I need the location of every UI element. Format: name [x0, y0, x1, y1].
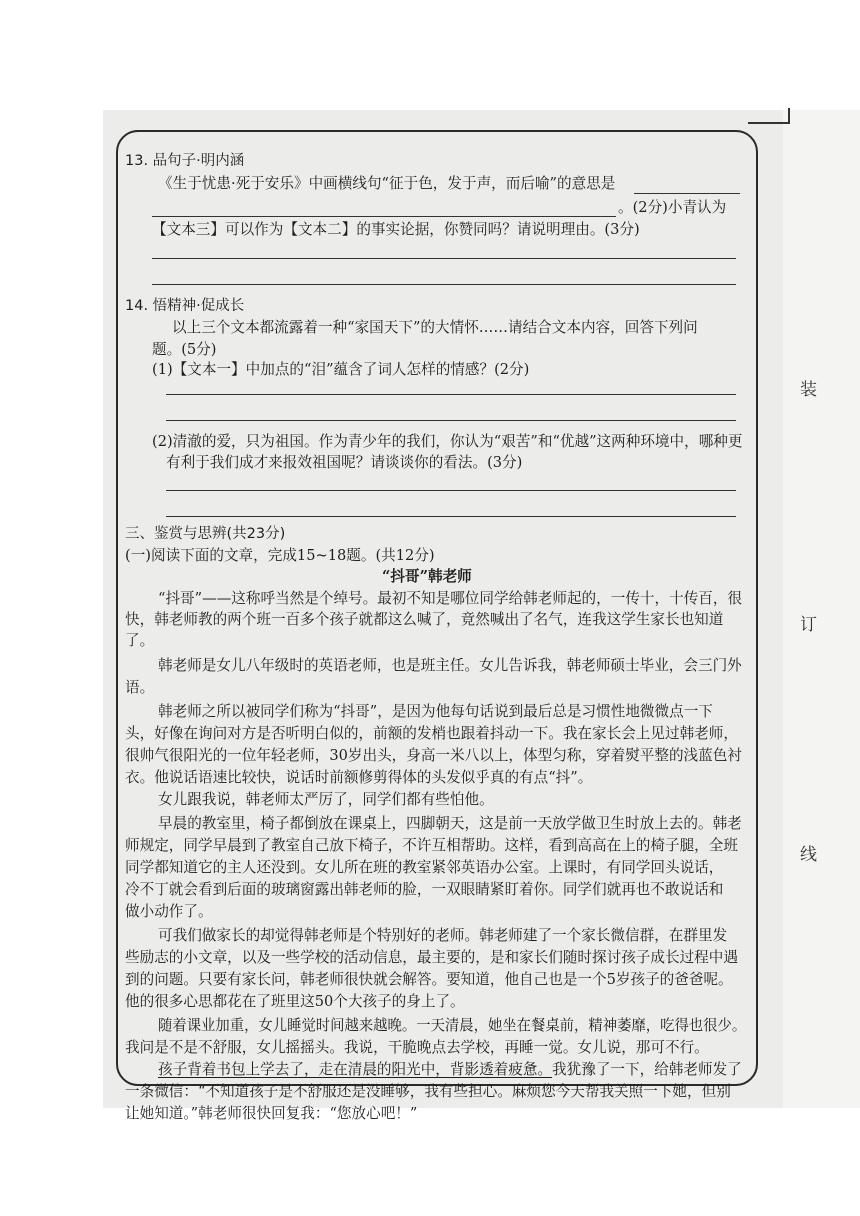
- article-line: 同学都知道它的主人还没到。女儿所在班的教室紧邻英语办公室。上课时，有同学回头说话，: [125, 859, 724, 876]
- article-line: 一条微信：“不知道孩子是不舒服还是没睡够，我有些担心。麻烦您今天帮我关照一下她，但别: [125, 1083, 731, 1100]
- q14-intro-1: 以上三个文本都流露着一种“家国天下”的大情怀……请结合文本内容，回答下列问: [172, 319, 698, 336]
- article-line: 头，好像在询问对方是否听明白似的，前额的发梢也跟着抖动一下。我在家长会上见过韩老师，: [125, 725, 738, 742]
- article-line: 了。: [125, 632, 155, 649]
- article-line: 韩老师之所以被同学们称为“抖哥”，是因为他每句话说到最后总是习惯性地微微点一下: [158, 703, 713, 720]
- q14-sub2-line1: (2)清澈的爱，只为祖国。作为青少年的我们，你认为“艰苦”和“优越”这两种环境中，哪种更: [152, 433, 743, 450]
- article-line: 快，韩老师教的两个班一百多个孩子就都这么喊了，竟然喊出了名气，连我这学生家长也知道: [125, 611, 724, 628]
- article-line: 些励志的小文章，以及一些学校的活动信息，最主要的，是和家长们随时探讨孩子成长过程中遇: [125, 949, 738, 966]
- section3-heading: 三、鉴赏与思辨(共23分): [125, 526, 286, 542]
- q14-intro-2: 题。(5分): [152, 341, 217, 358]
- article-line: 他的很多心思都花在了班里这50个大孩子的身上了。: [125, 993, 465, 1010]
- q14-sub2-line-b[interactable]: [166, 516, 736, 517]
- article-line: 很帅气很阳光的一位年轻老师，30岁出头，身高一米八以上，体型匀称，穿着熨平整的浅蓝色衬: [125, 747, 742, 764]
- q13-title: 13. 品句子·明内涵: [125, 153, 245, 169]
- corner-mark: [748, 108, 790, 124]
- binding-margin: [783, 110, 860, 1108]
- q13-answer-line-d[interactable]: [152, 284, 736, 285]
- underlined-sentence: 孩子背着书包上学去了，走在清晨的阳光中，背影透着疲惫。: [158, 1061, 553, 1078]
- article-line: 衣。他说话语速比较快，说话时前额修剪得体的头发似乎真的有点“抖”。: [125, 769, 593, 786]
- article-line: 做小动作了。: [125, 903, 213, 920]
- q14-title: 14. 悟精神·促成长: [125, 298, 245, 314]
- article-title: “抖哥”韩老师: [382, 568, 472, 585]
- article-line: 冷不丁就会看到后面的玻璃窗露出韩老师的脸，一双眼睛紧盯着你。同学们就再也不敢说话和: [125, 881, 724, 898]
- article-line: 韩老师是女儿八年级时的英语老师，也是班主任。女儿告诉我，韩老师硕士毕业，会三门外: [158, 657, 742, 674]
- article-line: 早晨的教室里，椅子都倒放在课桌上，四脚朝天，这是前一天放学做卫生时放上去的。韩老: [158, 815, 742, 832]
- article-line: 到的问题。只要有家长问，韩老师很快就会解答。要知道，他自己也是一个5岁孩子的爸爸呢。: [125, 971, 733, 988]
- binding-char-xian: 线: [800, 845, 817, 865]
- q13-answer-line-b[interactable]: [152, 216, 616, 217]
- q13-answer-line-c[interactable]: [152, 258, 736, 259]
- article-line: “抖哥”——这称呼当然是个绰号。最初不知是哪位同学给韩老师起的，一传十，十传百，很: [158, 590, 743, 607]
- article-line: 女儿跟我说，韩老师太严厉了，同学们都有些怕他。: [158, 791, 494, 808]
- article-line: 随着课业加重，女儿睡觉时间越来越晚。一天清晨，她坐在餐桌前，精神萎靡，吃得也很少。: [158, 1017, 747, 1034]
- q14-sub1-line-a[interactable]: [166, 394, 736, 395]
- article-line: 语。: [125, 679, 155, 696]
- article-line: 师规定，同学早晨到了教室自己放下椅子，不许互相帮助。这样，看到高高在上的椅子腿，全班: [125, 837, 738, 854]
- q14-sub2-line2: 有利于我们成才来报效祖国呢？请谈谈你的看法。(3分): [166, 454, 523, 471]
- article-line: 可我们做家长的却觉得韩老师是个特别好的老师。韩老师建了一个家长微信群，在群里发: [158, 927, 728, 944]
- article-line-continuation: 我犹豫了一下，给韩老师发了: [552, 1061, 742, 1078]
- q13-line3: 【文本三】可以作为【文本二】的事实论据，你赞同吗？请说明理由。(3分): [152, 221, 640, 238]
- q14-sub2-line-a[interactable]: [166, 490, 736, 491]
- article-line: 让她知道。”韩老师很快回复我：“您放心吧！”: [125, 1105, 418, 1122]
- binding-char-zhuang: 装: [800, 380, 817, 400]
- q13-line2: 。(2分)小青认为: [618, 199, 727, 216]
- q14-sub1: (1)【文本一】中加点的“泪”蕴含了词人怎样的情感？(2分): [152, 361, 530, 378]
- article-line: 我问是不是不舒服，女儿摇摇头。我说，干脆晚点去学校，再睡一觉。女儿说，那可不行。: [125, 1039, 709, 1056]
- q13-line1: 《生于忧患·死于安乐》中画横线句“征于色，发于声，而后喻”的意思是: [158, 175, 616, 192]
- section3-subheading: (一)阅读下面的文章，完成15~18题。(共12分): [125, 547, 435, 564]
- article-line-underlined: [158, 1060, 742, 1080]
- q13-answer-line-a[interactable]: [634, 193, 740, 194]
- binding-char-ding: 订: [800, 615, 817, 635]
- q14-sub1-line-b[interactable]: [166, 420, 736, 421]
